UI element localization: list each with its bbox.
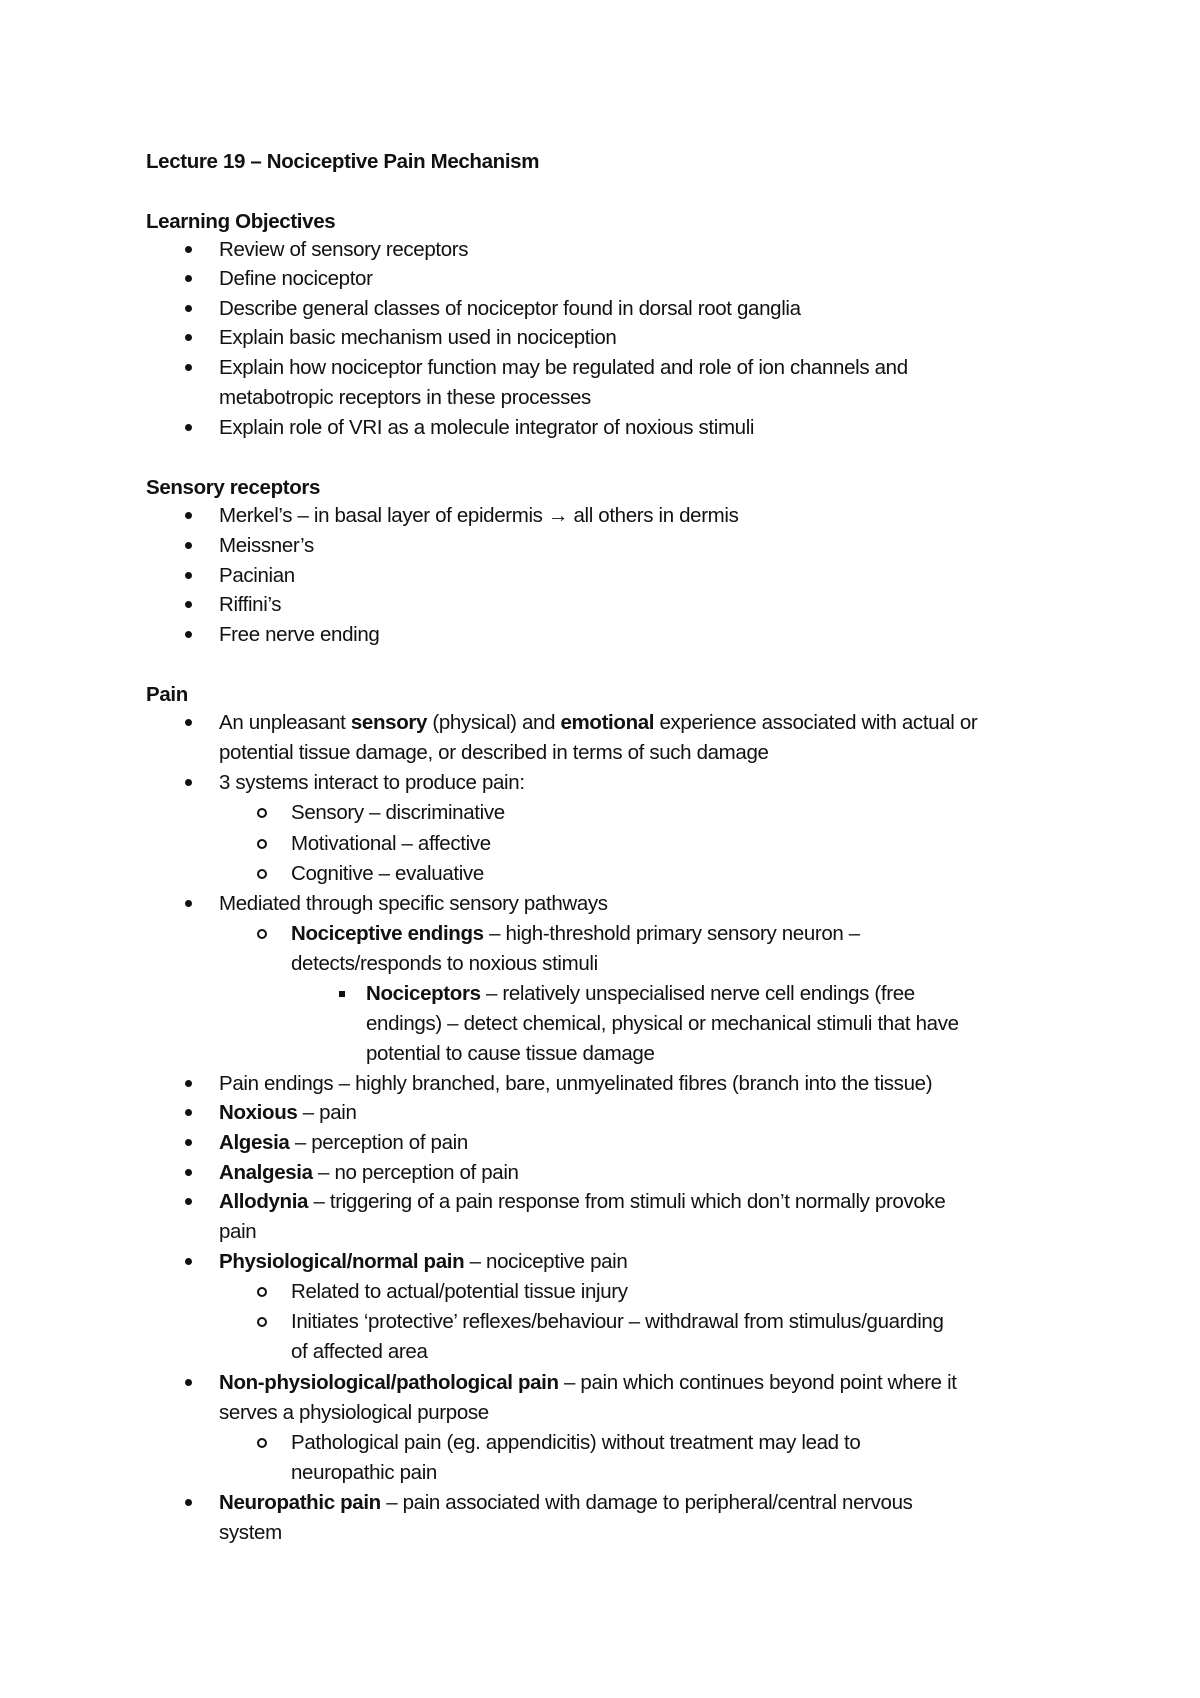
list-item: Free nerve ending	[219, 623, 380, 646]
bullet-disc	[185, 334, 192, 341]
list-item-continuation: serves a physiological purpose	[219, 1401, 489, 1424]
merkel-text: Merkel’s – in basal layer of epidermis	[219, 504, 543, 527]
sub-list-item-nociceptive-endings	[291, 921, 860, 947]
bullet-disc	[185, 1080, 192, 1087]
sub-list-item-continuation: detects/responds to noxious stimuli	[291, 952, 598, 975]
text-run: – pain which continues beyond point where it	[558, 1371, 957, 1394]
list-item: Review of sensory receptors	[219, 238, 469, 261]
list-item-analgesia	[219, 1160, 519, 1186]
sub-list-item: Initiates ‘protective’ reflexes/behaviour – withdrawal from stimulus/guarding	[291, 1310, 944, 1333]
bullet-circle	[257, 869, 267, 879]
text-run: – high-threshold primary sensory neuron –	[483, 922, 860, 945]
bullet-circle	[257, 1287, 267, 1297]
sub-list-item-continuation: of affected area	[291, 1340, 428, 1363]
list-item-continuation: pain	[219, 1220, 257, 1243]
list-item: Pain endings – highly branched, bare, unmyelinated fibres (branch into the tissue)	[219, 1072, 933, 1095]
bold-term: Noxious	[219, 1101, 298, 1124]
bullet-disc	[185, 364, 192, 371]
sub-list-item: Pathological pain (eg. appendicitis) without treatment may lead to	[291, 1431, 861, 1454]
page-title: Lecture 19 – Nociceptive Pain Mechanism	[146, 150, 540, 173]
bullet-disc	[185, 424, 192, 431]
list-item-pain-definition	[219, 710, 977, 736]
bullet-circle	[257, 929, 267, 939]
bold-term: Non-physiological/pathological pain	[219, 1371, 559, 1394]
bullet-disc	[185, 305, 192, 312]
bold-term: Physiological/normal pain	[219, 1250, 465, 1273]
text-run: – pain	[297, 1101, 357, 1124]
bullet-disc	[185, 900, 192, 907]
list-item: Riffini’s	[219, 593, 282, 616]
text-run: (physical) and	[427, 711, 561, 734]
bullet-disc	[185, 601, 192, 608]
text-run: – perception of pain	[289, 1131, 468, 1154]
text-run: – pain associated with damage to peripheral/central nervous	[380, 1491, 913, 1514]
bold-term: Nociceptive endings	[291, 922, 484, 945]
arrow-right-icon: →	[547, 504, 569, 527]
list-item: Define nociceptor	[219, 267, 373, 290]
list-item-noxious	[219, 1100, 357, 1126]
merkel-tail-text: all others in dermis	[573, 504, 739, 527]
bold-term: Analgesia	[219, 1161, 313, 1184]
sub-sub-list-item-nociceptors	[366, 981, 915, 1007]
bold-term: Allodynia	[219, 1190, 309, 1213]
sub-list-item: Sensory – discriminative	[291, 801, 505, 824]
bullet-disc	[185, 572, 192, 579]
sub-sub-list-item-continuation: endings) – detect chemical, physical or mechanical stimuli that have	[366, 1012, 959, 1035]
list-item-continuation: metabotropic receptors in these processes	[219, 386, 591, 409]
bullet-disc	[185, 1499, 192, 1506]
list-item: Explain basic mechanism used in nociception	[219, 326, 617, 349]
text-run: – nociceptive pain	[464, 1250, 628, 1273]
sub-list-item-continuation: neuropathic pain	[291, 1461, 437, 1484]
bullet-circle	[257, 839, 267, 849]
text-run: – triggering of a pain response from stimuli which don’t normally provoke	[308, 1190, 946, 1213]
bold-term: Nociceptors	[366, 982, 481, 1005]
sub-list-item: Related to actual/potential tissue injury	[291, 1280, 628, 1303]
bold-term: Algesia	[219, 1131, 290, 1154]
list-item-algesia	[219, 1130, 468, 1156]
bullet-disc	[185, 1198, 192, 1205]
bullet-circle	[257, 808, 267, 818]
bold-term: emotional	[560, 711, 655, 734]
bullet-disc	[185, 631, 192, 638]
bullet-disc	[185, 719, 192, 726]
bullet-disc	[185, 1139, 192, 1146]
bullet-disc	[185, 1109, 192, 1116]
list-item: Explain how nociceptor function may be regulated and role of ion channels and	[219, 356, 908, 379]
list-item-neuropathic	[219, 1490, 913, 1516]
text-run: An unpleasant	[219, 711, 351, 734]
text-run: – no perception of pain	[312, 1161, 519, 1184]
bullet-disc	[185, 1258, 192, 1265]
bold-term: sensory	[350, 711, 428, 734]
list-item: Mediated through specific sensory pathways	[219, 892, 608, 915]
bullet-circle	[257, 1317, 267, 1327]
bullet-disc	[185, 779, 192, 786]
bullet-circle	[257, 1438, 267, 1448]
text-run: – relatively unspecialised nerve cell endings (free	[480, 982, 915, 1005]
list-item-non-physiological	[219, 1370, 957, 1396]
sensory-receptors-heading: Sensory receptors	[146, 476, 321, 499]
list-item: Meissner’s	[219, 534, 314, 557]
learning-objectives-heading: Learning Objectives	[146, 210, 336, 233]
list-item-merkel	[219, 503, 739, 529]
sub-list-item: Motivational – affective	[291, 832, 491, 855]
bullet-disc	[185, 246, 192, 253]
list-item-continuation: potential tissue damage, or described in terms of such damage	[219, 741, 769, 764]
bullet-disc	[185, 512, 192, 519]
pain-heading: Pain	[146, 683, 188, 706]
list-item-allodynia	[219, 1189, 945, 1215]
bullet-disc	[185, 275, 192, 282]
sub-list-item: Cognitive – evaluative	[291, 862, 484, 885]
bullet-disc	[185, 1169, 192, 1176]
bullet-disc	[185, 542, 192, 549]
list-item: Describe general classes of nociceptor found in dorsal root ganglia	[219, 297, 801, 320]
sub-sub-list-item-continuation: potential to cause tissue damage	[366, 1042, 655, 1065]
bullet-disc	[185, 1379, 192, 1386]
list-item: 3 systems interact to produce pain:	[219, 771, 525, 794]
list-item-continuation: system	[219, 1521, 282, 1544]
list-item-physiological	[219, 1249, 627, 1275]
bullet-square	[339, 991, 345, 997]
list-item: Explain role of VRI as a molecule integrator of noxious stimuli	[219, 416, 755, 439]
list-item: Pacinian	[219, 564, 295, 587]
bold-term: Neuropathic pain	[219, 1491, 381, 1514]
text-run: experience associated with actual or	[654, 711, 978, 734]
